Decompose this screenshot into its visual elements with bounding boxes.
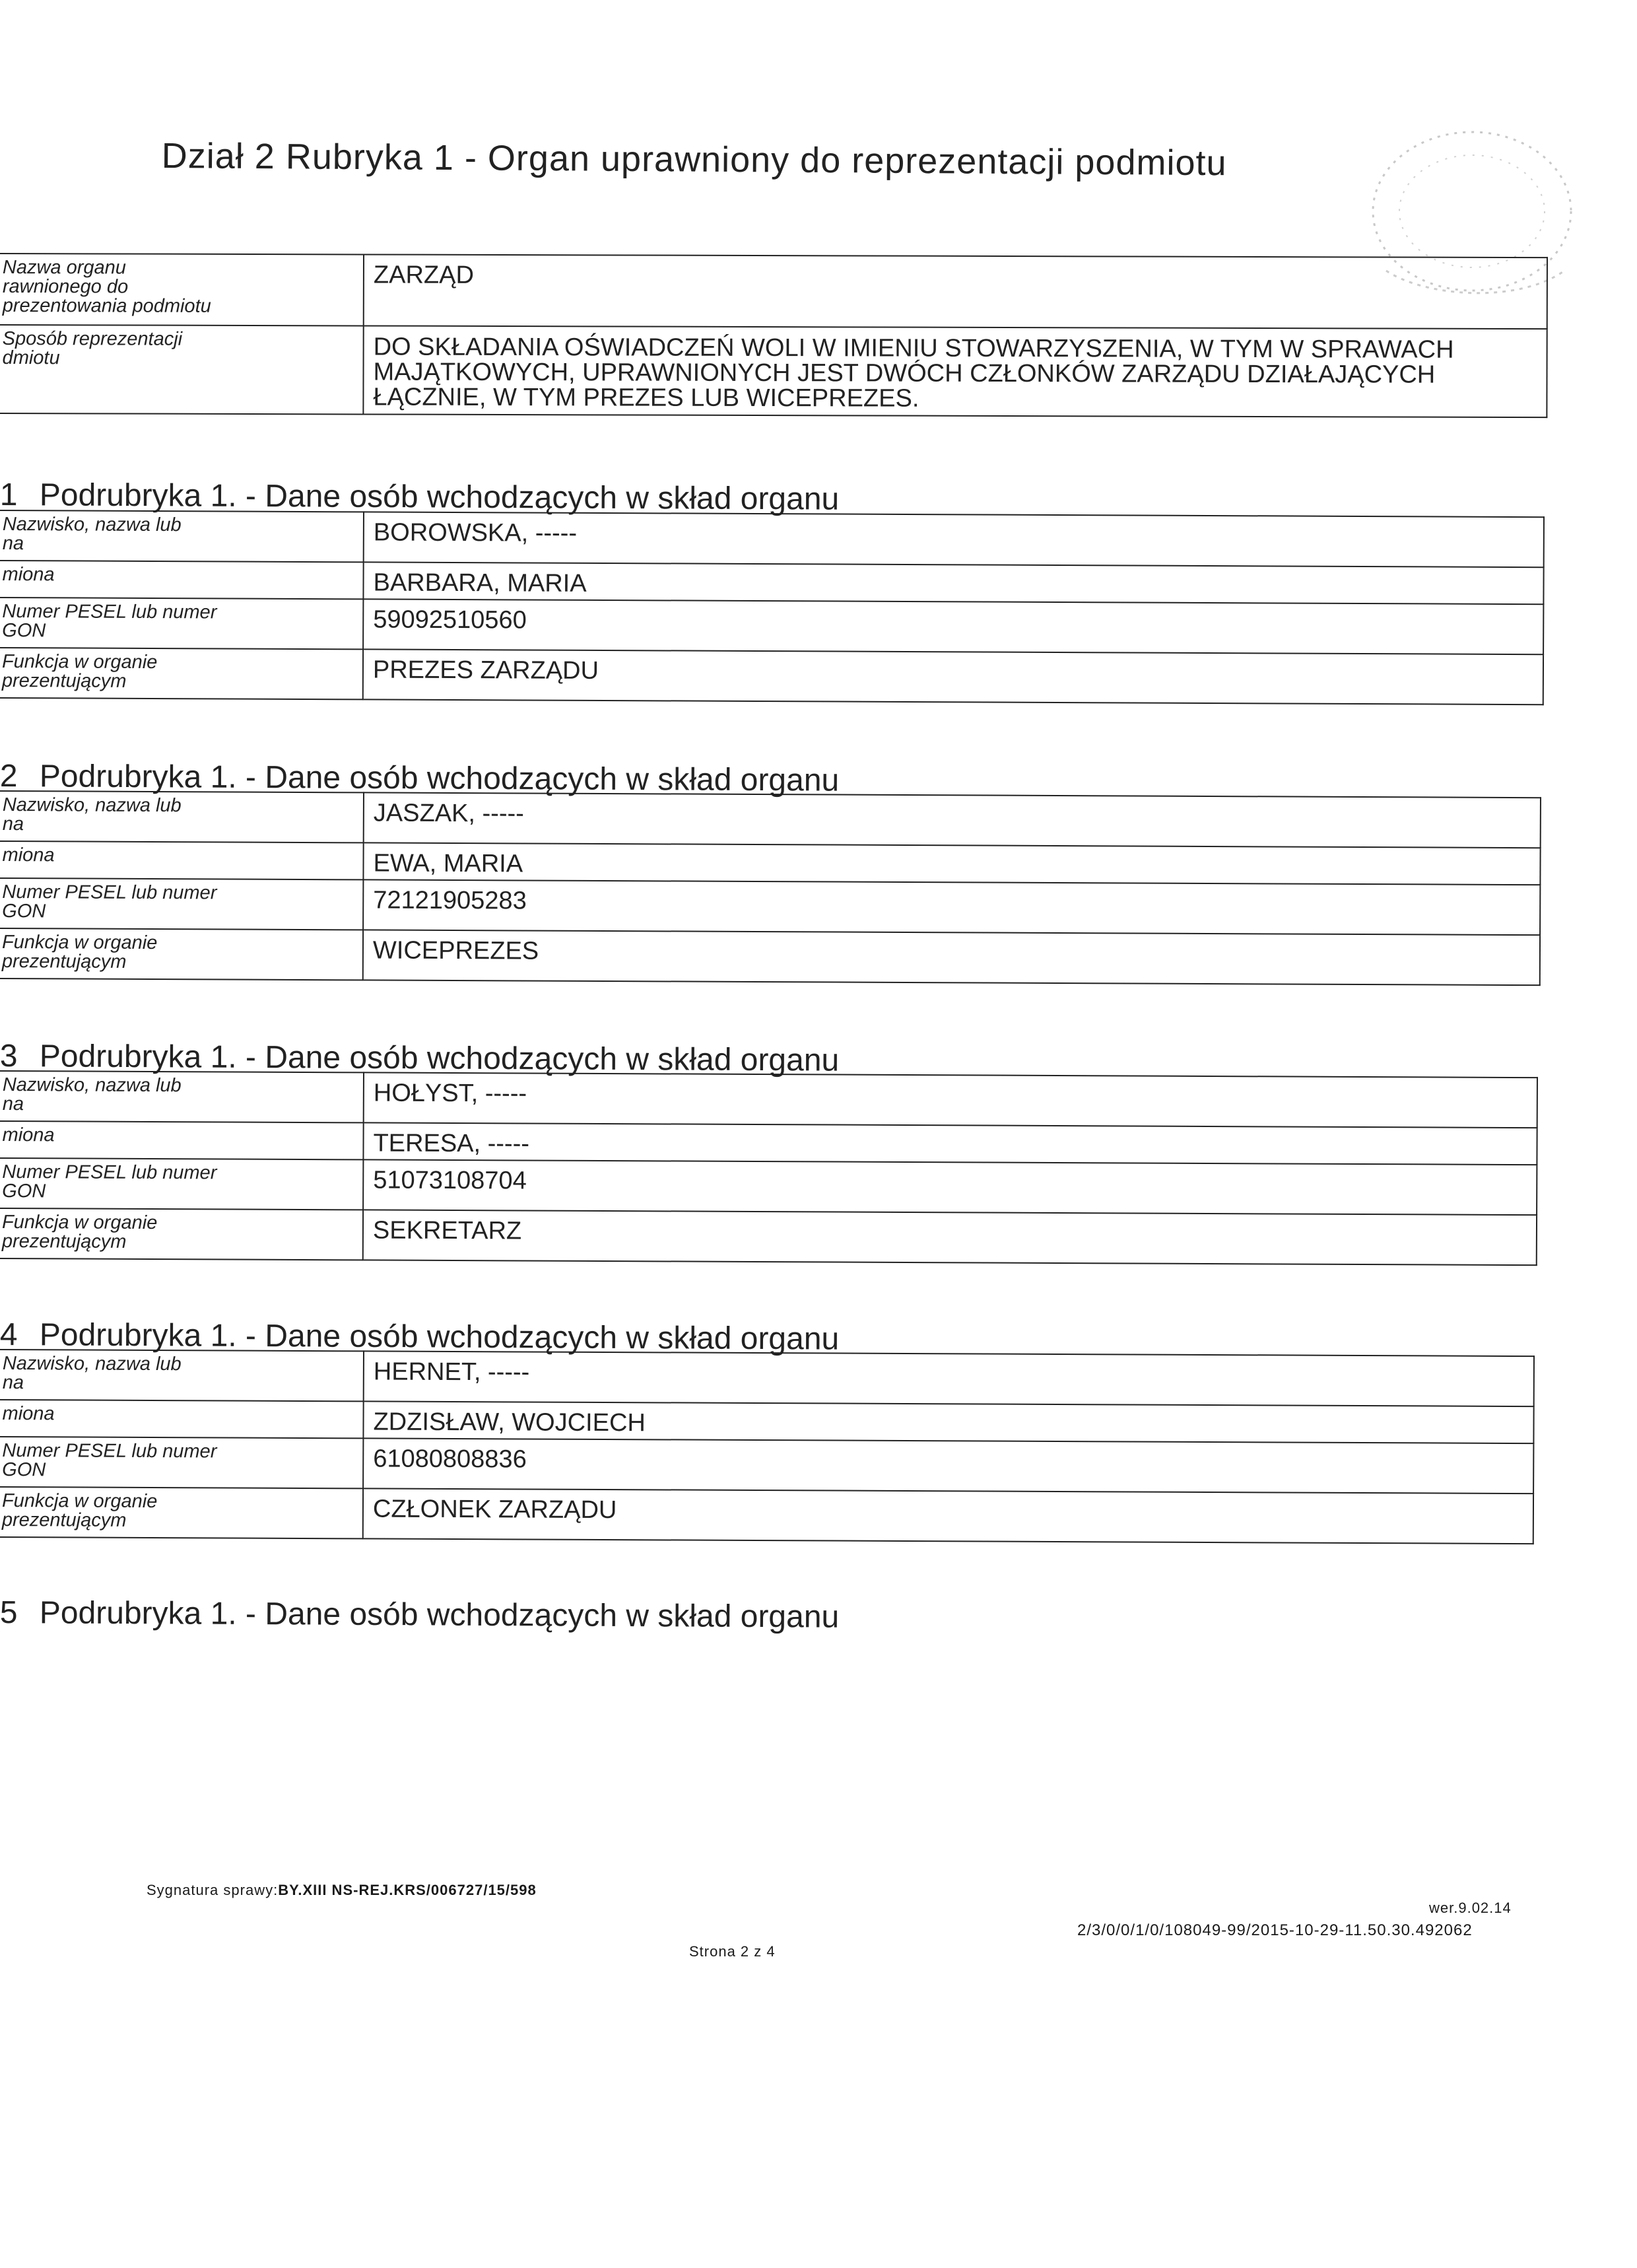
pesel-value: 61080808836	[363, 1438, 1533, 1494]
organ-table	[0, 253, 1548, 418]
surname-label: Nazwisko, nazwa lub na	[0, 1350, 364, 1401]
surname-row	[0, 1071, 1537, 1128]
names-row	[0, 1400, 1534, 1443]
function-row	[0, 1208, 1537, 1265]
names-label: miona	[0, 841, 364, 879]
person-table-1	[0, 510, 1545, 705]
page-title: Dział 2 Rubryka 1 - Organ uprawniony do reprezentacji podmiotu	[161, 135, 1227, 184]
pesel-row	[0, 878, 1540, 935]
pesel-label: Numer PESEL lub numer GON	[0, 1437, 363, 1488]
pesel-label: Numer PESEL lub numer GON	[0, 598, 363, 649]
surname-value: HERNET, -----	[364, 1351, 1534, 1406]
pesel-value: 51073108704	[363, 1159, 1537, 1215]
subsection-number: 1	[0, 477, 18, 513]
pesel-row	[0, 1437, 1533, 1494]
person-table-3	[0, 1070, 1538, 1266]
organ-name-label: Nazwa organu rawnionego do prezentowania podmiotu	[0, 254, 364, 326]
pesel-value: 59092510560	[363, 599, 1543, 654]
pesel-label: Numer PESEL lub numer GON	[0, 878, 363, 930]
surname-label: Nazwisko, nazwa lub na	[0, 1071, 364, 1122]
function-value: SEKRETARZ	[363, 1210, 1537, 1265]
subsection-title: Podrubryka 1. - Dane osób wchodzących w skład organu	[39, 1595, 840, 1635]
pesel-label: Numer PESEL lub numer GON	[0, 1158, 363, 1210]
surname-value: JASZAK, -----	[364, 792, 1541, 848]
page-number: Strona 2 z 4	[689, 1943, 776, 1960]
organ-name-row	[0, 254, 1547, 329]
subsection-title: Podrubryka 1. - Dane osób wchodzących w skład organu	[39, 759, 840, 798]
surname-row	[0, 510, 1544, 567]
case-signature	[147, 1882, 537, 1899]
surname-row	[0, 791, 1541, 848]
organ-name-value: ZARZĄD	[364, 254, 1547, 329]
surname-value: BOROWSKA, -----	[364, 512, 1544, 567]
pesel-row	[0, 598, 1543, 654]
function-label: Funkcja w organie prezentującym	[0, 1487, 363, 1538]
function-row	[0, 928, 1540, 985]
names-value: BARBARA, MARIA	[363, 562, 1543, 604]
version-label: wer.9.02.14	[1429, 1900, 1512, 1916]
function-label: Funkcja w organie prezentującym	[0, 1208, 363, 1260]
representation-row	[0, 325, 1547, 417]
person-table-4	[0, 1349, 1535, 1544]
subsection-title: Podrubryka 1. - Dane osób wchodzących w skład organu	[39, 1317, 840, 1357]
subsection-number: 5	[0, 1595, 18, 1631]
representation-value: DO SKŁADANIA OŚWIADCZEŃ WOLI W IMIENIU STOWARZYSZENIA, W TYM W SPRAWACH MAJĄTKOWYCH, UPRAWNIONYCH JEST DWÓCH CZŁONKÓW ZARZĄDU DZIAŁAJĄCYCH ŁĄCZNIE, W TYM PREZES LUB WICEPREZES.	[363, 326, 1547, 417]
case-signature-value: BY.XIII NS-REJ.KRS/006727/15/598	[278, 1882, 537, 1898]
names-value: TERESA, -----	[363, 1122, 1537, 1165]
names-label: miona	[0, 1121, 364, 1159]
subsection-title: Podrubryka 1. - Dane osób wchodzących w skład organu	[39, 477, 840, 517]
names-label: miona	[0, 561, 364, 599]
function-value: PREZES ZARZĄDU	[363, 649, 1543, 704]
names-value: EWA, MARIA	[363, 842, 1540, 885]
names-row	[0, 1121, 1537, 1165]
case-signature-label: Sygnatura sprawy:	[147, 1882, 279, 1898]
function-value: CZŁONEK ZARZĄDU	[363, 1488, 1533, 1544]
surname-label: Nazwisko, nazwa lub na	[0, 791, 364, 842]
subsection-number: 3	[0, 1039, 18, 1074]
surname-label: Nazwisko, nazwa lub na	[0, 510, 364, 562]
function-row	[0, 1487, 1533, 1544]
function-label: Funkcja w organie prezentującym	[0, 648, 363, 699]
document-id: 2/3/0/0/1/0/108049-99/2015-10-29-11.50.30.492062	[1077, 1921, 1473, 1939]
person-table-2	[0, 790, 1541, 986]
surname-value: HOŁYST, -----	[364, 1072, 1537, 1128]
pesel-value: 72121905283	[363, 879, 1540, 935]
representation-label: Sposób reprezentacji dmiotu	[0, 325, 364, 414]
subsection-number: 2	[0, 759, 18, 794]
function-value: WICEPREZES	[363, 930, 1540, 985]
names-row	[0, 841, 1541, 885]
function-row	[0, 648, 1543, 704]
subsection-title: Podrubryka 1. - Dane osób wchodzących w skład organu	[39, 1039, 840, 1078]
names-value: ZDZISŁAW, WOJCIECH	[363, 1401, 1533, 1443]
surname-row	[0, 1350, 1534, 1406]
pesel-row	[0, 1158, 1537, 1215]
names-label: miona	[0, 1400, 364, 1438]
function-label: Funkcja w organie prezentującym	[0, 928, 363, 980]
subsection-number: 4	[0, 1317, 18, 1353]
subsection-heading-5	[0, 1595, 839, 1635]
names-row	[0, 561, 1544, 604]
